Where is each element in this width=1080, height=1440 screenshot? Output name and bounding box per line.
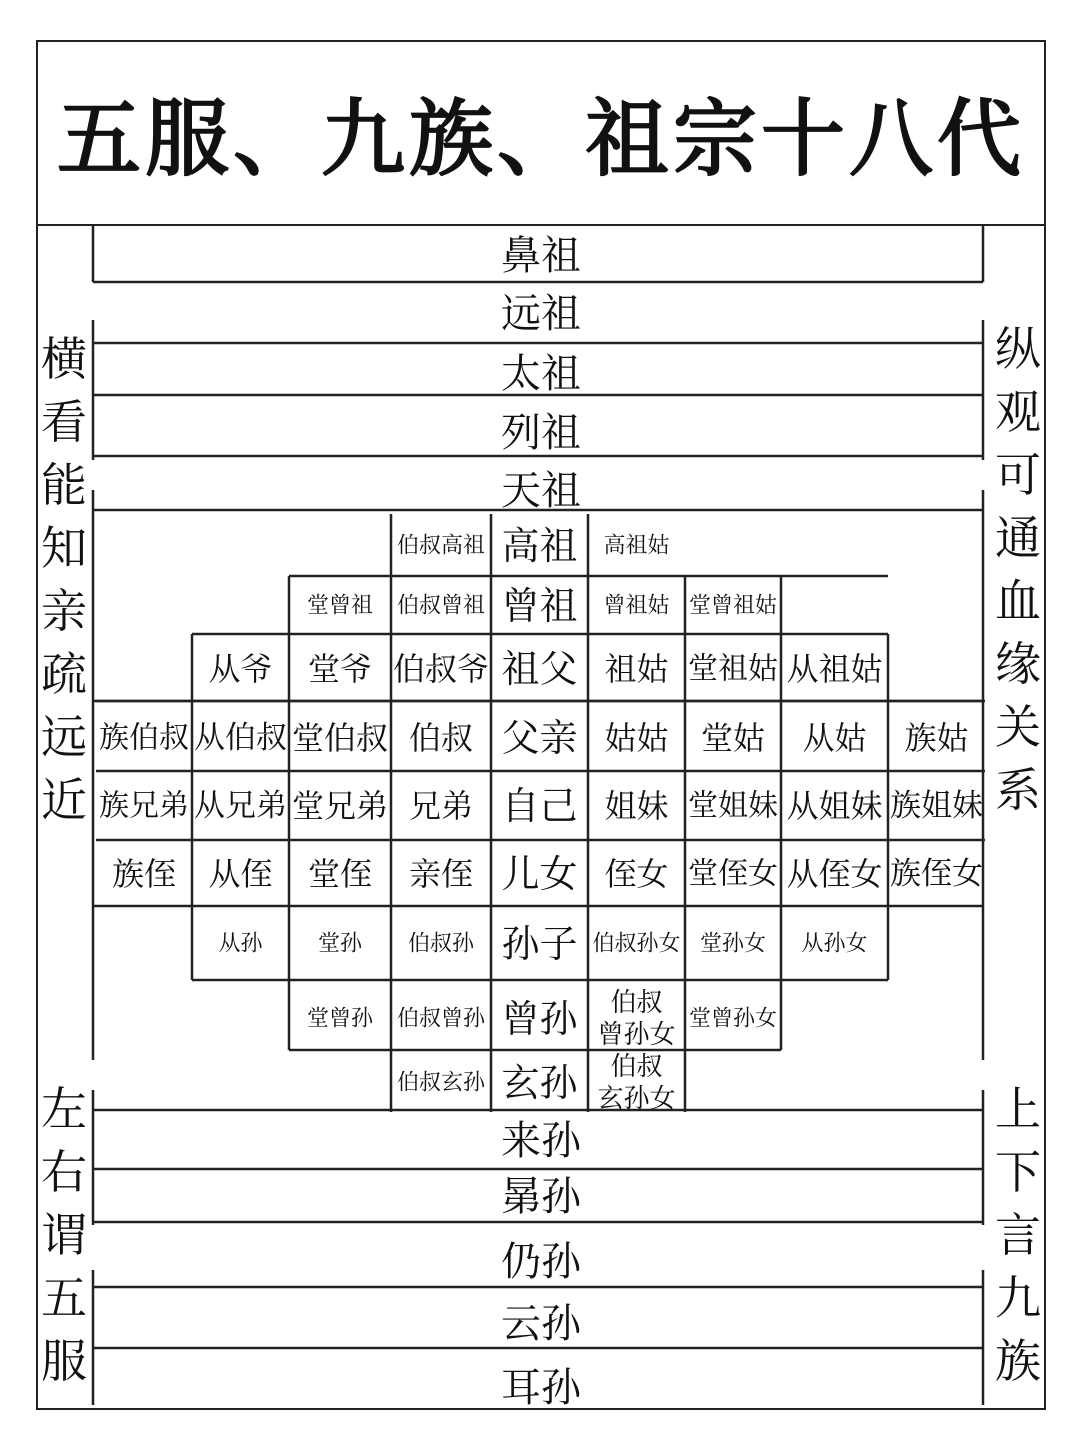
kin-label: 父亲	[501, 716, 578, 760]
kin-label: 从侄女	[786, 855, 883, 893]
kin-label: 从姐妹	[786, 787, 883, 825]
kin-label: 伯叔	[610, 1052, 663, 1082]
descendant-label: 耳孙	[501, 1365, 581, 1411]
kin-label: 伯叔	[610, 988, 663, 1018]
kin-label: 堂侄	[307, 855, 373, 893]
kin-label: 伯叔曾孙	[396, 1006, 486, 1032]
kin-label: 伯叔孙	[407, 931, 475, 957]
kin-label: 堂孙女	[699, 931, 767, 957]
kin-label: 孙子	[501, 922, 578, 966]
kin-label: 堂曾祖	[306, 593, 374, 619]
kin-label: 曾孙女	[597, 1020, 676, 1050]
side-char: 关	[995, 700, 1041, 754]
side-text-left-bottom	[34, 1078, 94, 1393]
kin-label: 曾祖姑	[603, 593, 670, 619]
kin-label: 从孙	[218, 931, 263, 957]
kin-label: 族姐妹	[890, 788, 983, 824]
kin-label: 儿女	[501, 852, 578, 896]
side-text-right-top	[988, 318, 1048, 822]
side-char: 血	[995, 574, 1041, 628]
side-char: 五	[41, 1271, 87, 1325]
kin-label: 从孙女	[801, 931, 868, 957]
kin-label: 高祖姑	[603, 533, 670, 559]
kin-label: 堂姐妹	[688, 788, 778, 824]
ancestor-label: 远祖	[501, 291, 581, 337]
kin-label: 曾祖	[501, 584, 578, 628]
kin-label: 姐妹	[604, 787, 669, 825]
side-char: 缘	[995, 637, 1041, 691]
kin-label: 堂曾孙女	[688, 1006, 778, 1032]
kin-label: 从侄	[208, 855, 273, 893]
kin-label: 伯叔玄孙	[396, 1070, 486, 1096]
descendant-label: 晜孙	[501, 1174, 581, 1220]
kin-label: 亲侄	[408, 855, 474, 893]
kin-label: 伯叔曾祖	[396, 593, 486, 619]
kin-label: 从祖姑	[786, 650, 883, 688]
side-char: 观	[995, 385, 1041, 439]
kin-label: 堂曾孙	[306, 1006, 374, 1032]
kin-label: 祖父	[501, 647, 578, 691]
kin-label: 玄孙女	[597, 1084, 676, 1114]
side-char: 谓	[41, 1208, 87, 1262]
kin-label: 堂孙	[317, 931, 363, 957]
kin-label: 堂祖姑	[688, 651, 778, 687]
kin-label: 曾孙	[501, 997, 578, 1041]
kin-label: 伯叔孙女	[592, 931, 681, 957]
side-char: 纵	[995, 322, 1041, 376]
side-char: 通	[995, 511, 1041, 565]
side-char: 左	[41, 1082, 87, 1136]
side-char: 远	[41, 710, 87, 764]
descendant-label: 云孙	[501, 1301, 581, 1347]
kin-label: 侄女	[604, 855, 669, 893]
kin-label: 堂爷	[307, 650, 373, 688]
kin-label: 伯叔高祖	[396, 533, 486, 559]
kin-label: 族伯叔	[99, 720, 189, 756]
side-char: 系	[995, 763, 1041, 817]
side-char: 上	[995, 1082, 1041, 1136]
side-text-right-bottom	[988, 1078, 1048, 1393]
side-char: 能	[41, 458, 87, 512]
ancestor-label: 鼻祖	[501, 233, 581, 279]
kin-label: 高祖	[501, 524, 578, 568]
kin-label: 族姑	[904, 719, 969, 757]
side-char: 看	[41, 395, 87, 449]
side-char: 九	[995, 1271, 1041, 1325]
kin-label: 族侄	[111, 855, 177, 893]
descendant-label: 来孙	[501, 1118, 581, 1164]
kin-label: 从兄弟	[194, 788, 287, 824]
side-char: 可	[995, 448, 1041, 502]
kin-label: 堂姑	[700, 719, 766, 757]
side-char: 近	[41, 773, 87, 827]
side-char: 族	[995, 1334, 1041, 1388]
kin-label: 堂伯叔	[291, 719, 389, 757]
kin-label: 兄弟	[408, 787, 474, 825]
kin-label: 堂曾祖姑	[688, 593, 778, 619]
kin-label: 从伯叔	[194, 720, 287, 756]
ancestor-label: 太祖	[501, 351, 581, 397]
side-char: 横	[41, 332, 87, 386]
kin-label: 从姑	[802, 719, 867, 757]
side-char: 服	[41, 1334, 87, 1388]
kin-label: 姑姑	[604, 719, 669, 757]
side-char: 亲	[41, 584, 87, 638]
side-char: 疏	[41, 647, 87, 701]
ancestor-label: 天祖	[501, 468, 581, 514]
side-char: 下	[995, 1145, 1041, 1199]
kin-label: 祖姑	[604, 650, 669, 688]
side-text-left-top	[34, 328, 94, 832]
descendant-label: 仍孙	[501, 1239, 581, 1285]
kin-label: 伯叔	[408, 719, 474, 757]
page-title: 五服、九族、祖宗十八代	[56, 88, 1025, 188]
kin-label: 堂兄弟	[291, 787, 389, 825]
side-char: 言	[995, 1208, 1041, 1262]
kin-label: 族侄女	[890, 856, 983, 892]
kin-label: 自己	[501, 784, 578, 828]
side-char: 知	[41, 521, 87, 575]
kin-label: 伯叔爷	[392, 650, 490, 688]
kin-label: 从爷	[208, 650, 273, 688]
side-char: 右	[41, 1145, 87, 1199]
ancestor-label: 列祖	[501, 410, 581, 456]
kin-label: 玄孙	[501, 1061, 578, 1105]
kin-label: 族兄弟	[99, 788, 189, 824]
kin-label: 堂侄女	[688, 856, 778, 892]
